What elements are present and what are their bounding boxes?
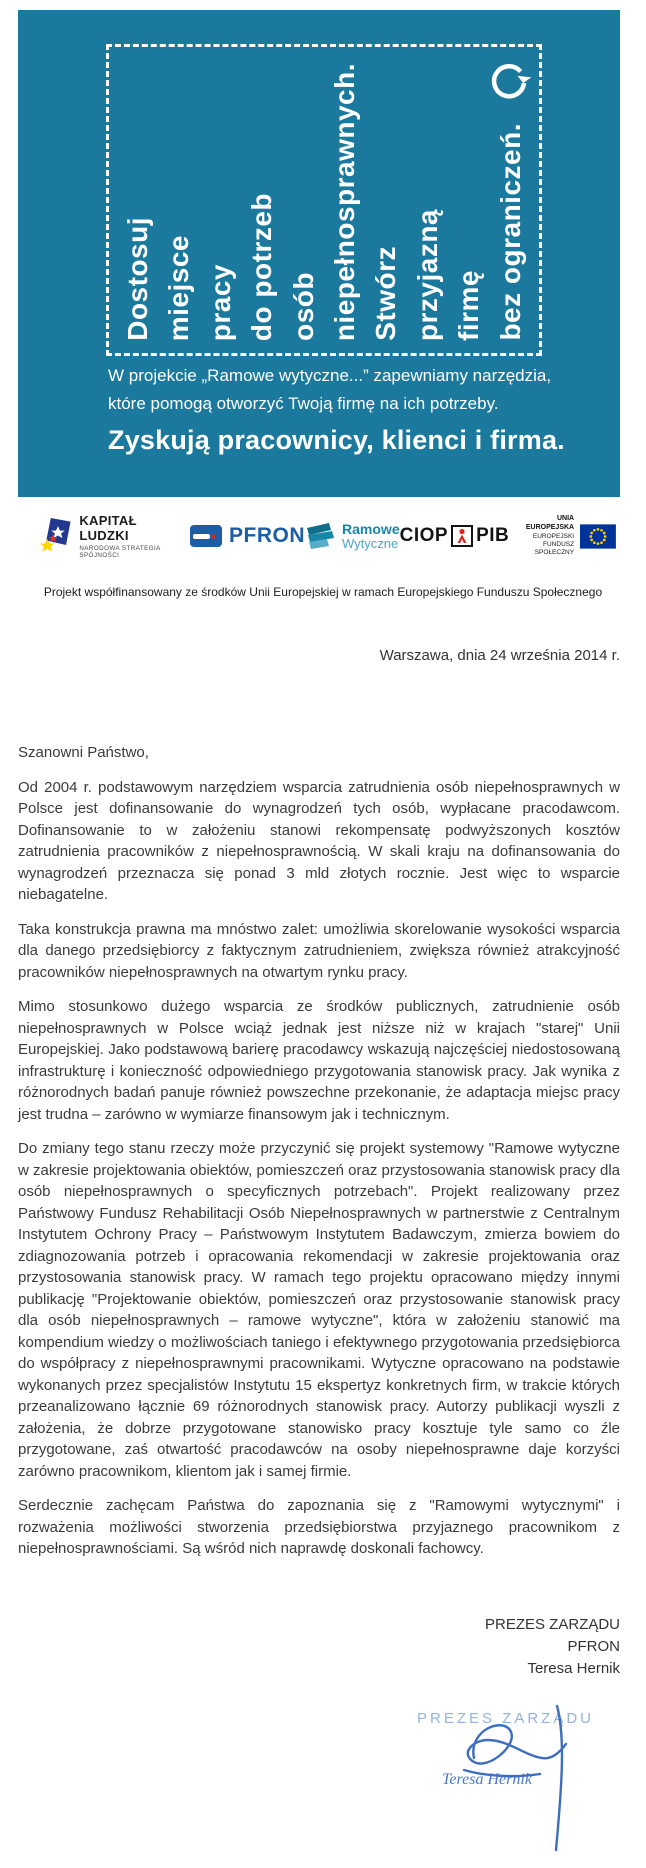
eu-logo xyxy=(509,515,616,557)
eu-text xyxy=(509,515,574,557)
banner-subtitle-line2: które pomogą otworzyć Twoją firmę na ich potrzeby. xyxy=(108,394,499,413)
paragraph-1: Od 2004 r. podstawowym narzędziem wsparcia zatrudnienia osób niepełnosprawnych w Polsce jest dofinansowanie do wynagrodzeń tych osób, wypłacane pracodawcom. Dofinansowanie to w założeniu stanowi rekompensatę podwyższonych kosztów zatrudnienia pracowników z niepełnosprawnością. W skali kraju na dofinansowania do wynagrodzeń przeznacza się ponad 3 mld złotych rocznie. Jest więc to wsparcie niebagatelne. xyxy=(18,778,620,903)
funding-note: Projekt współfinansowany ze środków Unii Europejskiej w ramach Europejskiego Funduszu Społecznego xyxy=(43,585,603,599)
letter-body xyxy=(18,742,620,1560)
logos-row xyxy=(40,511,616,561)
eu-line1: UNIA EUROPEJSKA xyxy=(525,515,575,531)
banner-headline: Zyskują pracownicy, klienci i firma. xyxy=(108,425,565,455)
signature-area xyxy=(0,1698,646,1868)
banner-subtitle xyxy=(108,362,578,418)
kapital-ludzki-text xyxy=(79,513,190,559)
paragraph-5: Serdecznie zachęcam Państwa do zapoznania się z "Ramowymi wytycznymi" i rozważenia możliwości stworzenia przedsiębiorstwa przyjaznego pracownikom z niepełnosprawnościami. Są wśród nich naprawdę doskonali fachowcy. xyxy=(18,1497,620,1557)
rotated-word: przyjazną xyxy=(411,208,443,341)
rotated-word: Dostosuj xyxy=(122,217,153,341)
rotated-word: osób xyxy=(287,272,319,341)
signoff-title: PREZES ZARZĄDU xyxy=(484,1615,620,1633)
ciop-pib-logo xyxy=(400,525,510,547)
promo-banner xyxy=(18,10,620,497)
paragraph-3: Mimo stosunkowo dużego wsparcia ze środków publicznych, zatrudnienie osób niepełnosprawnych w Polsce wciąż jednak jest niższe niż w krajach "starej" Unii Europejskiej. Jako podstawową barierę pracodawcy wskazują najczęściej niedostosowaną infrastrukturę i konieczność odpowiedniego przygotowania stanowisk pracy. Jak wynika z różnorodnych badań panuje również powszechne przekonanie, że adaptacja miejsc pracy jest trudna – zarówno w wymiarze finansowym jak i technicznym. xyxy=(18,998,620,1123)
date-line: Warszawa, dnia 24 września 2014 r. xyxy=(379,647,620,664)
kapital-ludzki-title: KAPITAŁ LUDZKI xyxy=(79,513,137,543)
pib-label: PIB xyxy=(476,525,510,546)
rotated-word: do potrzeb xyxy=(246,192,278,341)
ramowe-text xyxy=(342,522,400,550)
eu-line3: FUNDUSZ SPOŁECZNY xyxy=(534,540,575,556)
pfron-flag-icon xyxy=(190,525,222,547)
rotated-words xyxy=(123,57,525,341)
kapital-ludzki-subtitle: NARODOWA STRATEGIA SPÓJNOŚCI xyxy=(79,545,161,559)
ramowe-wytyczne-logo xyxy=(305,522,400,550)
pfron-logo xyxy=(190,524,305,548)
signoff-block xyxy=(0,1614,646,1680)
signature-script-text: Teresa Hernik xyxy=(442,1770,532,1788)
kapital-ludzki-logo xyxy=(40,513,190,559)
kapital-ludzki-icon xyxy=(40,515,72,557)
paragraph-4: Do zmiany tego stanu rzeczy może przyczynić się projekt systemowy "Ramowe wytyczne w zakresie projektowania obiektów, pomieszczeń oraz przystosowania stanowisk pracy dla osób niepełnosprawnych o specyficznych potrzebach". Projekt realizowany przez Państwowy Fundusz Rehabilitacji Osób Niepełnosprawnych w partnerstwie z Centralnym Instytutem Ochrony Pracy – Państwowym Instytutem Badawczym, zmierza bowiem do zdiagnozowania potrzeb i opracowania rekomendacji w zakresie projektowania oraz przystosowania stanowisk pracy. W ramach tego projektu opracowano między innymi publikację "Projektowanie obiektów, pomieszczeń oraz przystosowanie stanowisk pracy dla osób niepełnosprawnych – ramowe wytyczne", która w założeniu stanowić ma kompendium wiedzy o możliwościach taniego i efektywnego przygotowania przedsiębiorca do współpracy z niepełnosprawnymi pracownikami. Wytyczne opracowano na podstawie wykonanych przez specjalistów Instytutu 15 ekspertyz konkretnych firm, w trakcie których przeanalizowano łącznie 69 różnorodnych stanowisk pracy. Autorzy publikacji wyszli z założenia, że dobrze przygotowane stanowisko pracy kosztuje tyle samo co źle przygotowane, zaś otwartość pracodawców na osoby niepełnosprawne daje korzyści zarówno pracownikom, klientom jak i samej firmie. xyxy=(18,1140,620,1480)
ramowe-line1: Ramowe xyxy=(342,521,400,537)
rotated-word: Stwórz xyxy=(370,246,402,341)
rotated-word: bez ograniczeń. xyxy=(494,123,526,341)
circular-arrow-icon xyxy=(487,61,531,105)
signoff-org: PFRON xyxy=(567,1637,620,1655)
stamp-text: PREZES ZARZĄDU xyxy=(416,1709,594,1727)
signature-scribble xyxy=(414,1700,604,1860)
rotated-word: pracy xyxy=(204,263,236,341)
eu-line2: EUROPEJSKI xyxy=(532,532,575,540)
ramowe-logo-icon xyxy=(305,522,335,550)
paragraph-2: Taka konstrukcja prawna ma mnóstwo zalet: umożliwia skorelowanie wysokości wsparcia dla danego przedsiębiorcy z faktycznym zatrudnieniem, zwiększa również atrakcyjność pracowników niepełnosprawnych na otwartym rynku pracy. xyxy=(18,920,620,981)
rotated-word: miejsce xyxy=(163,234,195,341)
eu-flag-icon xyxy=(580,523,616,550)
banner-subtitle-line1: W projekcie „Ramowe wytyczne...” zapewniamy narzędzia, xyxy=(108,366,552,385)
ramowe-line2: Wytyczne xyxy=(342,536,399,551)
rotated-word: niepełnosprawnych. xyxy=(328,62,360,341)
rotated-word: firmę xyxy=(453,270,485,341)
ciop-label: CIOP xyxy=(399,525,449,546)
ciop-person-icon xyxy=(451,525,473,547)
salutation: Szanowni Państwo, xyxy=(18,744,149,761)
signoff-name: Teresa Hernik xyxy=(527,1659,620,1677)
pfron-label: PFRON xyxy=(229,524,306,547)
dashed-frame xyxy=(106,44,542,356)
